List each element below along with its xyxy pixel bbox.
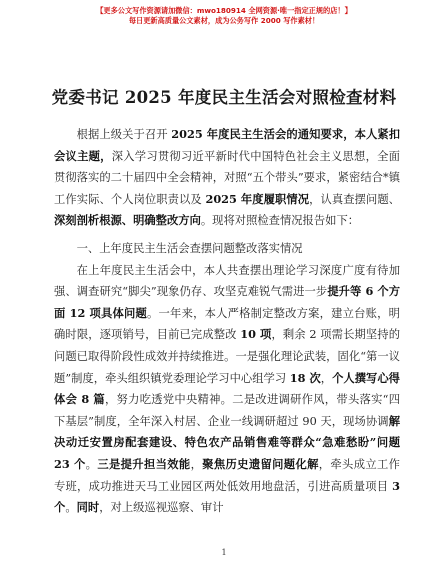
body-text: 。一年来，本人严格制定整改方案，建立台账，明确时限，逐项销号，目前已完成整改: [54, 306, 400, 342]
body-text: 根据上级关于召开: [76, 128, 172, 141]
promo-line-2: 每日更新高质量公文素材，成为公务写作 2000 写作素材！: [128, 16, 320, 25]
body-text: ，认真查摆问题、: [309, 192, 400, 206]
body-text: 在上年度民主生活会中，本人共查摆出理论学习深度广度有待加强、调查研究“脚尖”现象仍存、攻坚克难锐气需进一步: [54, 263, 400, 299]
emphasized-text: 18 次: [289, 370, 321, 385]
body-text: 。现将对照检查情况报告如下：: [200, 214, 360, 228]
body-text: 深入学习贯彻习近平新时代中国特色社会主义思想，全面贯彻落实的二十届四中全会精神，对照“五个带头”要求，紧密结合*镇工作实际、个人岗位职责以及: [54, 149, 400, 206]
document-title: 党委书记 2025 年度民主生活会对照检查材料: [51, 88, 397, 107]
emphasized-text: 同时: [76, 500, 100, 515]
emphasized-text: 三是提升担当效能: [97, 456, 191, 471]
emphasized-text: 提升等 6 个方面 12 项具体问题: [54, 284, 400, 320]
section-1-heading: 一、上年度民主生活会查摆问题整改落实情况: [76, 241, 303, 255]
body-text: ，努力吃透党中央精神。二是改进调研作风，带头落实“四下基层”制度，全年深入村居、企业一线调研超过 90 天，现场协调: [54, 393, 400, 428]
body-text: ，: [190, 457, 203, 471]
promo-line-1: 【更多公文写作资源请加微信：mwo180914 全网资源·唯一指定正规的店！】: [96, 6, 352, 15]
emphasized-text: 2025 年度履职情况: [205, 191, 310, 206]
emphasized-text: 个人撰写心得体会 8 篇: [54, 370, 400, 407]
body-text: ，: [320, 371, 333, 385]
body-text: 。: [65, 501, 77, 515]
intro-paragraph: [54, 124, 400, 232]
body-text: ，剩余 2 项需长期坚持的问题已取得阶段性成效并持续推进。一是强化理论武装，固化“第一议题”制度，牵头组织镇党委理论学习中心组学习: [54, 328, 401, 385]
emphasized-text: 解决动迁安置房配套建设、特色农产品销售难等群众“急难愁盼”问题 23 个: [54, 413, 400, 471]
emphasized-text: 2025 年度民主生活会的通知要求，本人紧扣会议主题，: [54, 127, 400, 163]
document-body: [54, 124, 400, 519]
emphasized-text: 深刻剖析根源、明确整改方向: [54, 213, 201, 228]
emphasized-text: 3 个: [54, 478, 400, 515]
body-text: 。: [85, 457, 98, 471]
body-text: ，牵头成立工作专班，成功推进天马工业园区两处低效用地盘活，引进高质量项目: [54, 457, 400, 493]
promo-banner: [0, 6, 448, 26]
page-number: 1: [221, 548, 227, 557]
emphasized-text: 10 项: [240, 327, 272, 342]
emphasized-text: 聚焦历史遗留问题化解: [202, 456, 319, 471]
section-1-paragraph: [54, 260, 400, 519]
body-text: ，对上级巡视巡察、审计: [99, 501, 224, 515]
